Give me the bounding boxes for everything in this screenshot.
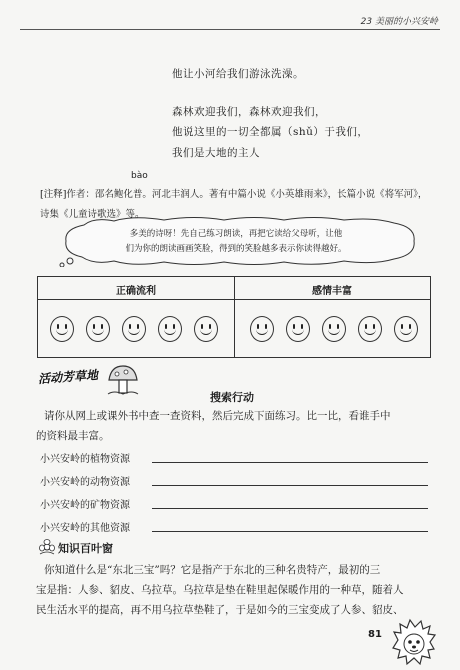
pinyin-annotation: bào [131, 171, 148, 181]
activity-title: 搜索行动 [210, 391, 254, 404]
smiley-face-icon[interactable] [158, 316, 182, 342]
header-divider [20, 29, 440, 30]
smiley-face-icon[interactable] [50, 316, 74, 342]
smiley-face-icon[interactable] [358, 316, 382, 342]
smiley-face-icon[interactable] [286, 316, 310, 342]
answer-line[interactable] [152, 508, 428, 509]
resource-label: 小兴安岭的矿物资源 [40, 500, 130, 511]
column-header-fluency: 正确流利 [116, 286, 156, 297]
poem-line: 他说这里的一切全都属（shǔ）于我们， [172, 126, 369, 138]
activity-banner: 活动芳草地 [37, 367, 99, 387]
knowledge-title: 知识百叶窗 [58, 542, 113, 555]
smiley-face-icon[interactable] [250, 316, 274, 342]
answer-line[interactable] [152, 531, 428, 532]
smiley-face-icon[interactable] [86, 316, 110, 342]
smiley-face-icon[interactable] [194, 316, 218, 342]
smiley-face-icon[interactable] [122, 316, 146, 342]
resource-label: 小兴安岭的其他资源 [40, 523, 130, 534]
poem-line: 森林欢迎我们，森林欢迎我们， [172, 106, 326, 118]
resource-label: 小兴安岭的动物资源 [40, 477, 130, 488]
activity-instruction: 的资料最丰富。 [36, 430, 110, 442]
smiley-face-icon[interactable] [394, 316, 418, 342]
knowledge-paragraph-line: 民生活水平的提高，再不用乌拉草垫鞋了，于是如今的三宝变成了人参、貂皮、 [36, 604, 404, 616]
smiley-face-icon[interactable] [322, 316, 346, 342]
mushroom-icon [106, 363, 140, 397]
poem-line: 我们是大地的主人 [172, 147, 260, 159]
flower-icon [38, 539, 56, 555]
author-note: [注释]作者：邵名鲍化普。河北丰润人。著有中篇小说《小英雄雨来》，长篇小说《将军河》，诗集《儿童诗歌选》等。 [40, 189, 428, 220]
page-header-title: 23 美丽的小兴安岭 [360, 17, 438, 27]
bubble-line: 多美的诗呀！先自己练习朗读，再把它读给父母听，让他 [129, 229, 343, 239]
reading-evaluation-table [37, 276, 431, 358]
column-header-emotion: 感情丰富 [312, 286, 352, 297]
hedgehog-mascot-icon [392, 618, 436, 666]
knowledge-paragraph-line: 你知道什么是“东北三宝”吗？它是指产于东北的三种名贵特产，最初的三 [44, 564, 381, 576]
poem-line: 他让小河给我们游泳洗澡。 [172, 68, 304, 80]
page-number: 81 [368, 629, 382, 640]
bubble-text [86, 227, 386, 257]
bubble-line: 们为你的朗读画画笑脸，得到的笑脸越多表示你读得越好。 [125, 244, 347, 254]
answer-line[interactable] [152, 462, 428, 463]
activity-instruction: 请你从网上或课外书中查一查资料，然后完成下面练习。比一比，看谁手中 [44, 410, 391, 422]
knowledge-paragraph-line: 宝是指：人参、貂皮、乌拉草。乌拉草是垫在鞋里起保暖作用的一种草，随着人 [36, 584, 404, 596]
resource-label: 小兴安岭的植物资源 [40, 454, 130, 465]
answer-line[interactable] [152, 485, 428, 486]
